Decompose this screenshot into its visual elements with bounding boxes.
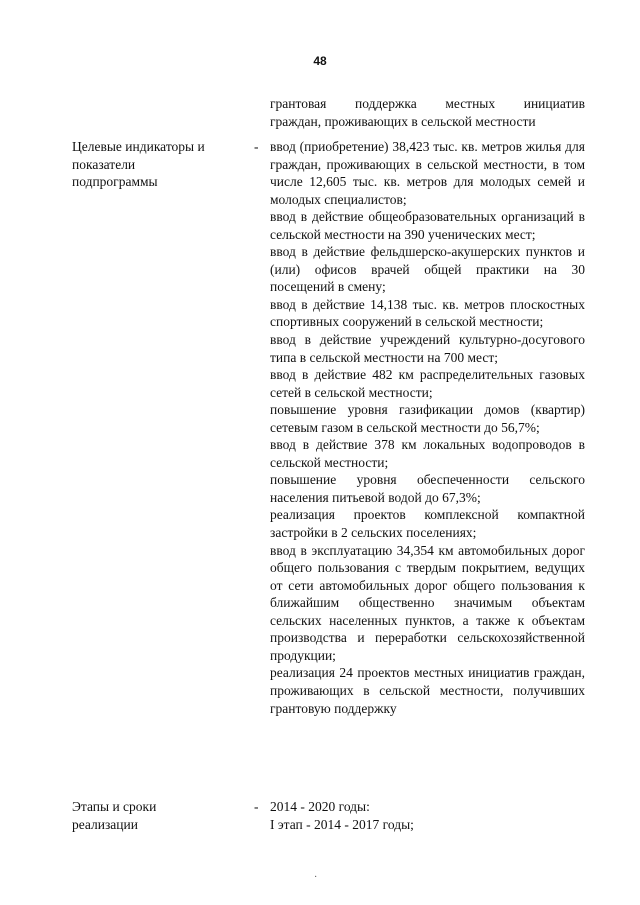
stage-line: 2014 - 2020 годы: [270,799,370,814]
intro-line: грантовая поддержка местных инициатив [270,96,585,111]
stages-label-line: Этапы и сроки [72,799,157,814]
intro-line: граждан, проживающих в сельской местности [270,113,536,129]
target-item: ввод в действие общеобразовательных организаций в сельской местности на 390 ученических мест; [270,209,585,242]
intro-text [270,95,585,130]
target-item: повышение уровня обеспеченности сельского населения питьевой водой до 67,3%; [270,472,585,505]
target-item: ввод в действие 14,138 тыс. кв. метров плоскостных спортивных сооружений в сельской местности; [270,296,585,330]
stages-label [72,798,252,833]
targets-label [72,138,252,191]
target-item: ввод в действие фельдшерско-акушерских пунктов и (или) офисов врачей общей практики на 30 посещений в смену; [270,244,585,295]
target-item: ввод (приобретение) 38,423 тыс. кв. метров жилья для граждан, проживающих в сельской местности, в том числе 12,605 тыс. кв. метров для молодых семей и молодых специалистов; [270,139,585,207]
target-item: ввод в эксплуатацию 34,354 км автомобильных дорог общего пользования с твердым покрытием, ведущих от сети автомобильных дорог общего пользования к ближайшим общественно значимым объектам сельских населенных пунктов, а также к объектам производства и переработки сельскохозяйственной продукции; [270,542,585,663]
target-item: ввод в действие учреждений культурно-досугового типа в сельской местности на 700 мест; [270,332,585,365]
target-item: реализация проектов комплексной компактной застройки в 2 сельских поселениях; [270,507,585,541]
stages-label-line: реализации [72,816,138,832]
target-item: ввод в действие 482 км распределительных газовых сетей в сельской местности; [270,367,585,400]
target-item: реализация 24 проектов местных инициатив граждан, проживающих в сельской местности, получивших грантовую поддержку [270,665,585,716]
stages-dash: - [254,799,259,814]
target-item: ввод в действие 378 км локальных водопроводов в сельской местности; [270,437,585,470]
stages-list [270,798,585,833]
targets-list [270,138,585,717]
targets-label-line: Целевые индикаторы и [72,139,205,154]
target-item: повышение уровня газификации домов (квартир) сетевым газом в сельской местности до 56,7%; [270,402,585,435]
scan-mark: · [314,872,318,883]
targets-label-line: подпрограммы [72,174,158,190]
targets-label-line: показатели [72,156,136,172]
stage-line: I этап - 2014 - 2017 годы; [270,816,414,832]
targets-dash: - [254,139,259,154]
page-number: 48 [313,54,327,68]
